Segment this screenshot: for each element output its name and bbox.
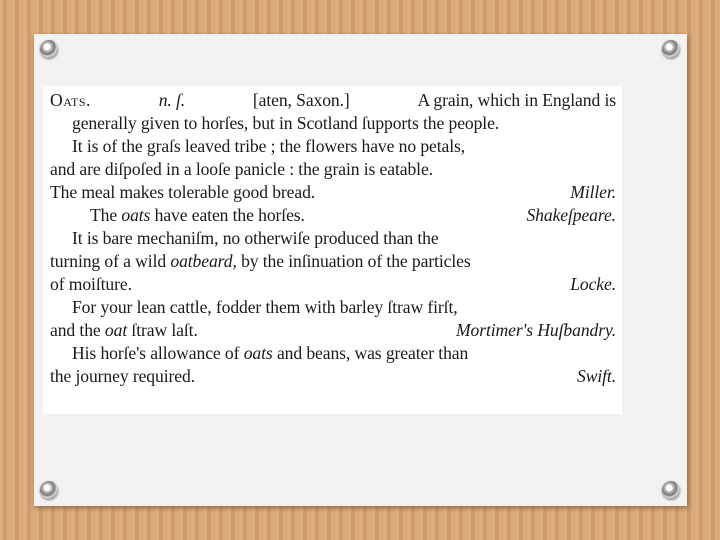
quote-line	[50, 319, 616, 342]
quote-text: It is of the graſs leaved tribe ; the flowers have no petals,	[72, 136, 466, 156]
quote-line	[50, 342, 616, 365]
quote-source: Swift.	[577, 366, 616, 386]
quote-text: The meal makes tolerable good bread.	[50, 182, 316, 202]
dictionary-entry-scan	[43, 86, 622, 414]
pushpin-icon	[40, 40, 58, 58]
quote-line	[50, 135, 616, 158]
etymology: [aten, Saxon.]	[252, 90, 350, 110]
quote-text: the journey required.	[50, 366, 195, 386]
quote-line	[50, 296, 616, 319]
definition-line	[50, 112, 616, 135]
entry-headline	[50, 89, 616, 112]
quote-text: turning of a wild oatbeard, by the inſinuation of the particles	[50, 251, 471, 271]
quote-source: Miller.	[570, 182, 616, 202]
headword: Oats.	[50, 90, 91, 110]
quote-source: Mortimer's Huſbandry.	[455, 320, 616, 340]
quote-text: For your lean cattle, fodder them with barley ſtraw firſt,	[72, 297, 458, 317]
quote-text: The oats have eaten the horſes.	[90, 205, 305, 225]
quote-text: It is bare mechaniſm, no otherwiſe produced than the	[72, 228, 439, 248]
quote-text: His horſe's allowance of oats and beans, was greater than	[72, 343, 469, 363]
quote-line	[50, 204, 616, 227]
pushpin-icon	[662, 40, 680, 58]
quote-line	[50, 250, 616, 273]
quote-source: Shakeſpeare.	[526, 205, 616, 225]
quote-line	[50, 181, 616, 204]
pushpin-icon	[662, 481, 680, 499]
quote-line	[50, 158, 616, 181]
quote-line	[50, 273, 616, 296]
quote-line	[50, 365, 616, 388]
quote-text: and are diſpoſed in a looſe panicle : the grain is eatable.	[50, 159, 433, 179]
definition-text: generally given to horſes, but in Scotland ſupports the people.	[72, 113, 500, 133]
definition-start: A grain, which in England is	[417, 90, 616, 110]
pushpin-icon	[40, 481, 58, 499]
quote-line	[50, 227, 616, 250]
grammar-label: n. ſ.	[158, 90, 186, 110]
quote-source: Locke.	[570, 274, 616, 294]
quote-text: and the oat ſtraw laſt.	[50, 320, 198, 340]
quote-text: of moiſture.	[50, 274, 132, 294]
